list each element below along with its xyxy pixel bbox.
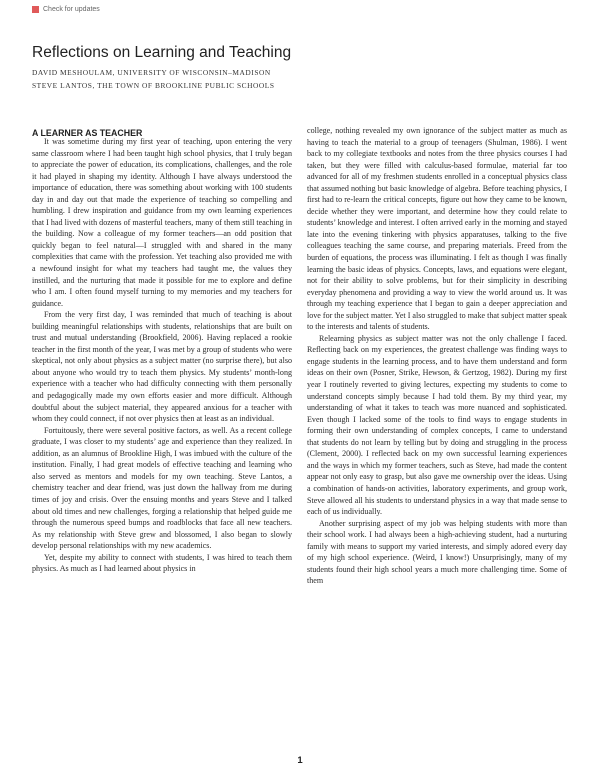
article-title: Reflections on Learning and Teaching [32, 44, 292, 61]
paragraph: It was sometime during my first year of teaching, upon entering the very same classroom where I had been taught high school physics, that I truly began to appreciate the power of education, its complications, challenges, and the role it had played in shaping my identity. Although I have always understood the importance of education, there was something about working with 100 students day in and day out that made the experience of teaching so compelling and humbling. I drew inspiration and guidance from my own learning experiences that I had lived with dozens of masterful teachers, many of them still teaching in the building. Now a colleague of my former teachers—an odd position that quickly began to feel natural—I struggled with and shared in the many complexities that came with the profession. Yet teaching also provided me with a newfound insight for what my teachers had taught me, the values they instilled, and the nurturing that made it possible for me to explore and define who I am. I often found myself turning to my memories and my teachers for guidance. [32, 137, 292, 308]
check-for-updates-label: Check for updates [43, 6, 100, 13]
paragraph: Fortuitously, there were several positive factors, as well. As a recent college graduate, I was closer to my students’ age and experience than they realized. In addition, as an alumnus of Brookline High, I was imbued with the culture of the institution. Finally, I had great models of effective teaching and learning who also served as mentors and models for my own teaching. Steve Lantos, a chemistry teacher and dear friend, was just down the hallway from me during times of joy and crisis. Over the ensuing months and years Steve and I talked about old times and new challenges, forging a relationship that helped guide me through the numerous speed bumps and roadblocks that face all new teachers. As my relationship with Steve grew and blossomed, I also began to slowly develop personal relationships with my new academics. [32, 425, 292, 551]
author-list [32, 67, 275, 92]
paragraph: Relearning physics as subject matter was not the only challenge I faced. Reflecting back on my experiences, the greatest challenge was finding ways to engage students in the learning process, and to have them understand and form ideas on their own (Posner, Strike, Hewson, & Gertzog, 1982). During my first year I routinely reverted to giving lectures, expecting my students to come to understand concepts simply because I had told them. By my third year, my understanding of what it takes to teach was more nuanced and sophisticated. Even though I lacked some of the tools to find ways to engage students in forming their own understanding of complex concepts, I came to understand that students do not learn by telling but by doing and struggling in the process (Clement, 2000). I reflected back on my own successful learning experiences and the ways in which my former teachers, such as Steve, had made the content appear not only easy to grasp, but also gave me ownership over the ideas. Using a combination of hands-on activities, laboratory experiments, and group work, Steve allowed all his students to understand physics in a way that made sense to each of us individually. [307, 333, 567, 517]
section-heading: A LEARNER AS TEACHER [32, 128, 143, 138]
paragraph: college, nothing revealed my own ignorance of the subject matter as much as having to teach the material to a group of teenagers (Shulman, 1986). I went back to my collegiate textbooks and notes from the three physics courses I had taken, but they were filled with calculus-based formulae, material far too advanced for all of my freshmen students enrolled in a conceptual physics class that assumed nothing but basic knowledge of algebra. Before teaching physics, I first had to re-learn the critical concepts, figure out how they came to be known, decide whether they were important, and determine how they could relate to students’ knowledge and interest. I often arrived early in the morning and stayed late into the evening tinkering with physics apparatuses, talking to the five colleagues teaching the same course, and preparing materials. Freed from the burden of equations, the process was illuminating. I felt as though I was finally learning the basic ideas of physics. Concepts, laws, and equations were elegant, not for their ability to solve problems, but for their simplicity in describing everyday phenomena and providing a way to view the world around us. It was through my teaching experience that I began to gain a deeper appreciation and love for the subject matter. Yet I also struggled to make that subject matter speak to the interests and talents of students. [307, 126, 567, 332]
check-for-updates-badge[interactable] [32, 6, 100, 13]
paragraph: Another surprising aspect of my job was helping students with more than their school work. I had always been a high-achieving student, had a nurturing family with means to support my varied interests, and simply adored every day of my high school experience. (Weird, I know!) Unsurprisingly, many of my students found their high school years a much more challenging time. Some of them [307, 518, 567, 586]
author-line: STEVE LANTOS, THE TOWN OF BROOKLINE PUBLIC SCHOOLS [32, 80, 275, 90]
paragraph: Yet, despite my ability to connect with students, I was hired to teach them physics. As much as I had learned about physics in [32, 552, 292, 574]
author-line: DAVID MESHOULAM, UNIVERSITY OF WISCONSIN–MADISON [32, 68, 271, 77]
update-icon [32, 6, 39, 13]
paragraph: From the very first day, I was reminded that much of teaching is about building meaningful relationships with students, relationships that are built on trust and mutual understanding (Brookfield, 2006). Having replaced a rookie teacher in the first month of the year, I was met by a group of students who were skeptical, not only about physics as a subject matter (no surprise there), but also about anyone who would try to teach them physics. My students’ month-long experience with a teacher who had difficulty connecting with them personally and pedagogically made my own efforts easier and more difficult. Although doubtful about the subject material, they appeared anxious for a teacher with whom they could connect, if not over physics then at least as an individual. [32, 310, 292, 424]
page-number: 1 [297, 755, 303, 766]
left-column [32, 136, 292, 752]
right-column [307, 125, 567, 753]
